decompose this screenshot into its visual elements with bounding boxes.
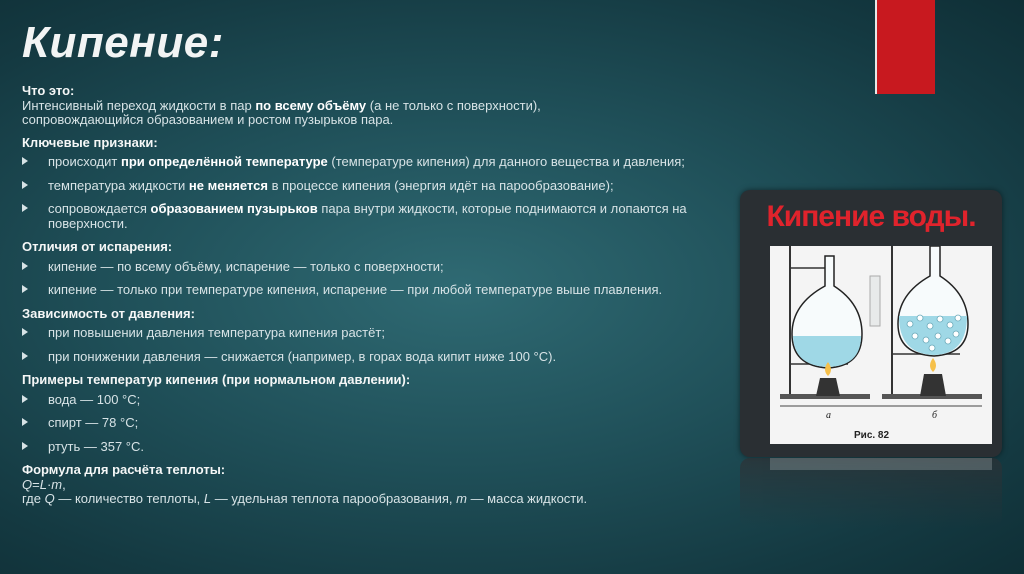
image-illustration bbox=[770, 246, 992, 444]
label-b: б bbox=[932, 410, 938, 421]
formula-description bbox=[22, 492, 722, 507]
signs-list bbox=[22, 155, 722, 231]
figure-caption: Рис. 82 bbox=[854, 430, 890, 441]
slide-content bbox=[22, 84, 722, 507]
var-m: m bbox=[51, 476, 63, 492]
diff-list bbox=[22, 260, 722, 298]
var-l: L bbox=[39, 476, 47, 492]
list-item bbox=[22, 179, 722, 194]
text: пара внутри жидкости, которые поднимаются и лопаются на поверхности. bbox=[48, 201, 687, 231]
text: ртуть — 357 °C. bbox=[48, 438, 144, 454]
section-header: Формула для расчёта теплоты: bbox=[22, 462, 226, 477]
section-diff bbox=[22, 240, 722, 298]
text: , bbox=[62, 476, 66, 492]
list-item bbox=[22, 283, 722, 298]
var-q: Q bbox=[22, 476, 33, 492]
emphasis: по всему объёму bbox=[255, 97, 367, 113]
list-item bbox=[22, 393, 722, 408]
text: (температуре кипения) для данного вещества и давления; bbox=[327, 154, 685, 169]
formula-equation bbox=[22, 478, 722, 493]
text: вода — 100 °C; bbox=[48, 391, 141, 407]
red-accent-bar bbox=[877, 0, 935, 94]
bullet-triangle-icon bbox=[22, 442, 28, 450]
section-header: Отличия от испарения: bbox=[22, 239, 173, 254]
image-reflection bbox=[740, 458, 1002, 528]
section-header: Зависимость от давления: bbox=[22, 305, 195, 321]
emphasis: образованием пузырьков bbox=[150, 201, 318, 216]
text: спирт — 78 °C; bbox=[48, 415, 139, 430]
section-signs bbox=[22, 136, 722, 232]
section-pressure bbox=[22, 307, 722, 365]
examples-list bbox=[22, 393, 722, 455]
text: при понижении давления — снижается (например, в горах вода кипит ниже 100 °C). bbox=[48, 348, 557, 364]
list-item bbox=[22, 440, 722, 455]
text: где bbox=[22, 491, 45, 506]
definition-line: сопровождающийся образованием и ростом пузырьков пара. bbox=[22, 112, 394, 127]
label-a: а bbox=[826, 410, 831, 421]
list-item bbox=[22, 350, 722, 365]
list-item bbox=[22, 260, 722, 275]
bullet-triangle-icon bbox=[22, 352, 28, 360]
list-item bbox=[22, 326, 722, 341]
definition-line bbox=[22, 99, 722, 114]
section-header: Примеры температур кипения (при нормальном давлении): bbox=[22, 372, 411, 387]
text: — удельная теплота парообразования, bbox=[211, 491, 457, 506]
text: происходит bbox=[48, 154, 121, 169]
text: — масса жидкости. bbox=[466, 491, 588, 506]
var-m: m bbox=[456, 491, 467, 506]
var-q: Q bbox=[44, 491, 55, 506]
var-l: L bbox=[203, 491, 212, 506]
emphasis: при определённой температуре bbox=[120, 154, 328, 169]
flasks-illustration bbox=[770, 246, 992, 444]
pressure-list bbox=[22, 326, 722, 364]
text: сопровождается bbox=[48, 201, 151, 216]
section-what bbox=[22, 84, 722, 128]
bullet-triangle-icon bbox=[22, 181, 28, 189]
text: температура жидкости bbox=[48, 177, 189, 193]
section-formula bbox=[22, 463, 722, 507]
bullet-triangle-icon bbox=[22, 262, 28, 270]
text: при повышении давления температура кипения растёт; bbox=[48, 325, 385, 340]
bullet-triangle-icon bbox=[22, 285, 28, 293]
section-header: Ключевые признаки: bbox=[22, 134, 158, 150]
reflection-inner bbox=[770, 458, 992, 470]
section-examples bbox=[22, 373, 722, 454]
bullet-triangle-icon bbox=[22, 204, 28, 212]
list-item bbox=[22, 202, 722, 231]
bullet-triangle-icon bbox=[22, 157, 28, 165]
list-item bbox=[22, 416, 722, 431]
text: (а не только с поверхности), bbox=[366, 97, 541, 113]
text: кипение — только при температуре кипения, испарение — при любой температуре выше плавления. bbox=[48, 282, 663, 297]
emphasis: не меняется bbox=[188, 177, 268, 193]
list-item bbox=[22, 155, 722, 170]
text: кипение — по всему объёму, испарение — только с поверхности; bbox=[48, 258, 444, 274]
bullet-triangle-icon bbox=[22, 395, 28, 403]
text: Интенсивный переход жидкости в пар bbox=[22, 97, 256, 113]
section-header: Что это: bbox=[22, 83, 75, 98]
bullet-triangle-icon bbox=[22, 328, 28, 336]
slide-title: Кипение: bbox=[22, 18, 224, 67]
boiling-water-image bbox=[740, 190, 1002, 457]
text: в процессе кипения (энергия идёт на парообразование); bbox=[267, 177, 614, 193]
text: — количество теплоты, bbox=[54, 491, 204, 506]
image-title: Кипение воды. bbox=[766, 200, 976, 233]
text: = bbox=[32, 476, 40, 492]
text: · bbox=[46, 476, 52, 492]
bullet-triangle-icon bbox=[22, 418, 28, 426]
